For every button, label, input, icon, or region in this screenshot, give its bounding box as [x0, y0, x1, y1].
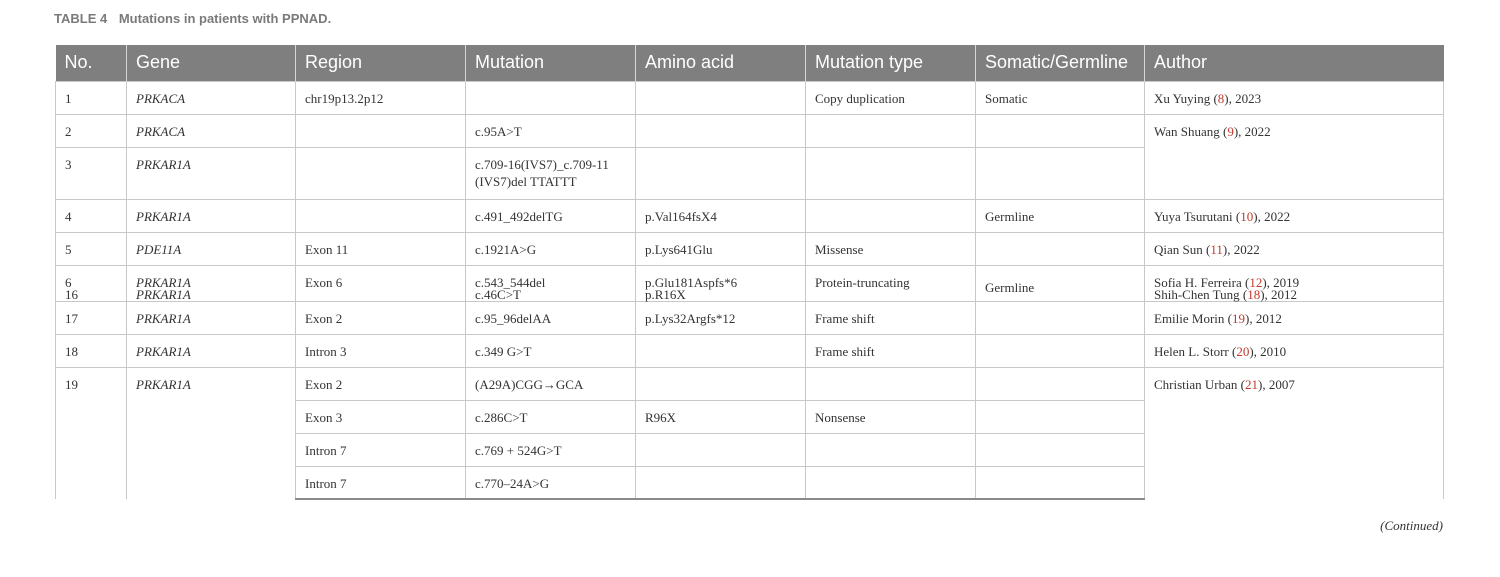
- cell-origin: [976, 301, 1145, 334]
- cell-amino-acid: p.Lys641Glu: [636, 232, 806, 265]
- cell-mutation-type: [806, 433, 976, 466]
- header-mutation-type: Mutation type: [806, 45, 976, 81]
- cell-region: Intron 7: [296, 433, 466, 466]
- cell-no: 2: [56, 114, 127, 147]
- cell-region: [296, 114, 466, 147]
- cell-gene: PRKAR1A: [127, 334, 296, 367]
- amino-acid-value: p.R16X: [645, 286, 686, 302]
- cell-region: Intron 7: [296, 466, 466, 499]
- header-gene: Gene: [127, 45, 296, 81]
- table-row: [56, 367, 1444, 400]
- gene-value: PRKAR1A: [136, 286, 191, 302]
- header-amino-acid: Amino acid: [636, 45, 806, 81]
- cell-region: Exon 11: [296, 232, 466, 265]
- cell-mutation-type: Frame shift: [806, 301, 976, 334]
- cell-mutation-type: [806, 367, 976, 400]
- cell-amino-acid: [636, 433, 806, 466]
- author-name: Qian Sun (: [1154, 241, 1211, 257]
- table-row: [56, 81, 1444, 114]
- cell-mutation-type: [806, 114, 976, 147]
- cell-gene: PRKAR1A: [127, 147, 296, 199]
- cell-origin: Germline: [976, 199, 1145, 232]
- cell-mutation-type: [806, 147, 976, 199]
- table-row: [56, 114, 1444, 147]
- mutations-table: [55, 45, 1444, 500]
- reference-link[interactable]: 20: [1236, 343, 1250, 359]
- cell-mutation: c.95A>T: [466, 114, 636, 147]
- cell-mutation-type: Frame shift: [806, 334, 976, 367]
- reference-link[interactable]: 21: [1244, 376, 1258, 392]
- amino-acid-value: p.Glu181Aspfs*6: [645, 274, 738, 290]
- cell-gene: PRKACA: [127, 114, 296, 147]
- author-name: Wan Shuang (: [1154, 123, 1228, 139]
- reference-link[interactable]: 8: [1217, 90, 1225, 106]
- cell-region: [296, 199, 466, 232]
- table-label: TABLE 4: [54, 11, 108, 26]
- cell-origin: [976, 232, 1145, 265]
- cell-amino-acid: p.Lys32Argfs*12: [636, 301, 806, 334]
- cell-mutation: c.769 + 524G>T: [466, 433, 636, 466]
- cell-gene: [127, 265, 296, 301]
- author-name: Emilie Morin (: [1154, 310, 1232, 326]
- author-name: Helen L. Storr (: [1154, 343, 1237, 359]
- author-year: ), 2022: [1233, 123, 1271, 139]
- cell-no: 4: [56, 199, 127, 232]
- cell-amino-acid: [636, 114, 806, 147]
- cell-mutation-type: Missense: [806, 232, 976, 265]
- reference-link[interactable]: 18: [1247, 286, 1261, 302]
- cell-author: [1145, 114, 1444, 199]
- author-name: Xu Yuying (: [1154, 90, 1218, 106]
- cell-region: Exon 6: [296, 265, 466, 301]
- continued-note: (Continued): [1380, 518, 1443, 533]
- cell-no: 17: [56, 301, 127, 334]
- mutation-value: c.543_544del: [475, 274, 546, 290]
- table-row: [56, 334, 1444, 367]
- author-line: [1154, 286, 1434, 302]
- table-title: Mutations in patients with PPNAD.: [118, 11, 332, 26]
- reference-link[interactable]: 19: [1232, 310, 1245, 326]
- cell-mutation: c.491_492delTG: [466, 199, 636, 232]
- cell-amino-acid: [636, 265, 806, 301]
- cell-gene: PRKAR1A: [127, 367, 296, 499]
- cell-origin: [976, 334, 1145, 367]
- table-row: [56, 265, 1444, 301]
- cell-region: [296, 147, 466, 199]
- author-name: Sofia H. Ferreira (: [1154, 274, 1250, 290]
- cell-mutation: c.709-16(IVS7)_c.709-11 (IVS7)del TTATTT: [466, 147, 636, 199]
- cell-author: [1145, 81, 1444, 114]
- cell-gene: PRKAR1A: [127, 301, 296, 334]
- reference-link[interactable]: 11: [1210, 241, 1223, 257]
- cell-origin: Germline: [976, 265, 1145, 301]
- header-mutation: Mutation: [466, 45, 636, 81]
- cell-author: [1145, 265, 1444, 301]
- author-year: ), 2007: [1257, 376, 1295, 392]
- cell-author: [1145, 199, 1444, 232]
- author-year: ), 2019: [1262, 274, 1300, 290]
- author-year: ), 2023: [1224, 90, 1262, 106]
- cell-no: 1: [56, 81, 127, 114]
- cell-amino-acid: [636, 147, 806, 199]
- cell-origin: [976, 114, 1145, 147]
- cell-amino-acid: [636, 334, 806, 367]
- cell-amino-acid: [636, 466, 806, 499]
- cell-mutation: c.349 G>T: [466, 334, 636, 367]
- cell-gene: PRKAR1A: [127, 199, 296, 232]
- cell-no: [56, 265, 127, 301]
- cell-origin: Somatic: [976, 81, 1145, 114]
- cell-mutation: c.286C>T: [466, 400, 636, 433]
- header-somatic-germline: Somatic/Germline: [976, 45, 1145, 81]
- reference-link[interactable]: 9: [1227, 123, 1234, 139]
- cell-mutation-type: [806, 466, 976, 499]
- mutation-value: c.46C>T: [475, 286, 521, 302]
- gene-value: PRKAR1A: [136, 274, 191, 290]
- cell-mutation-type: Copy duplication: [806, 81, 976, 114]
- table-row: [56, 232, 1444, 265]
- cell-author: [1145, 334, 1444, 367]
- cell-no: 19: [56, 367, 127, 499]
- cell-author: [1145, 367, 1444, 499]
- table-row: [56, 199, 1444, 232]
- header-region: Region: [296, 45, 466, 81]
- cell-origin: [976, 466, 1145, 499]
- reference-link[interactable]: 10: [1240, 208, 1254, 224]
- no-value: 16: [65, 286, 78, 302]
- author-year: ), 2022: [1222, 241, 1260, 257]
- cell-author: [1145, 301, 1444, 334]
- cell-gene: PRKACA: [127, 81, 296, 114]
- no-value: 6: [65, 274, 72, 290]
- reference-link[interactable]: 12: [1249, 274, 1263, 290]
- cell-mutation-type: Protein-truncating: [806, 265, 976, 301]
- table-caption: [54, 11, 331, 26]
- cell-mutation: [466, 265, 636, 301]
- author-name: Shih-Chen Tung (: [1154, 286, 1248, 302]
- header-author: Author: [1145, 45, 1444, 81]
- cell-mutation-type: [806, 199, 976, 232]
- cell-no: 18: [56, 334, 127, 367]
- cell-mutation: c.1921A>G: [466, 232, 636, 265]
- cell-mutation-type: Nonsense: [806, 400, 976, 433]
- cell-region: Intron 3: [296, 334, 466, 367]
- author-year: ), 2012: [1245, 310, 1282, 326]
- cell-region: Exon 2: [296, 367, 466, 400]
- author-year: ), 2022: [1253, 208, 1291, 224]
- author-year: ), 2010: [1249, 343, 1287, 359]
- cell-amino-acid: p.Val164fsX4: [636, 199, 806, 232]
- cell-gene: PDE11A: [127, 232, 296, 265]
- cell-mutation: [466, 81, 636, 114]
- cell-author: [1145, 232, 1444, 265]
- table-row: [56, 301, 1444, 334]
- cell-mutation: (A29A)CGG→GCA: [466, 367, 636, 400]
- cell-no: 3: [56, 147, 127, 199]
- author-name: Christian Urban (: [1154, 376, 1245, 392]
- cell-mutation: c.770–24A>G: [466, 466, 636, 499]
- cell-origin: [976, 400, 1145, 433]
- cell-region: Exon 2: [296, 301, 466, 334]
- cell-origin: [976, 147, 1145, 199]
- cell-amino-acid: [636, 81, 806, 114]
- author-name: Yuya Tsurutani (: [1154, 208, 1241, 224]
- cell-origin: [976, 367, 1145, 400]
- cell-amino-acid: [636, 367, 806, 400]
- cell-region: Exon 3: [296, 400, 466, 433]
- cell-region: chr19p13.2p12: [296, 81, 466, 114]
- cell-amino-acid: R96X: [636, 400, 806, 433]
- author-year: ), 2012: [1260, 286, 1298, 302]
- table-header-row: [56, 45, 1444, 81]
- cell-origin: [976, 433, 1145, 466]
- cell-mutation: c.95_96delAA: [466, 301, 636, 334]
- header-no: No.: [56, 45, 127, 81]
- cell-no: 5: [56, 232, 127, 265]
